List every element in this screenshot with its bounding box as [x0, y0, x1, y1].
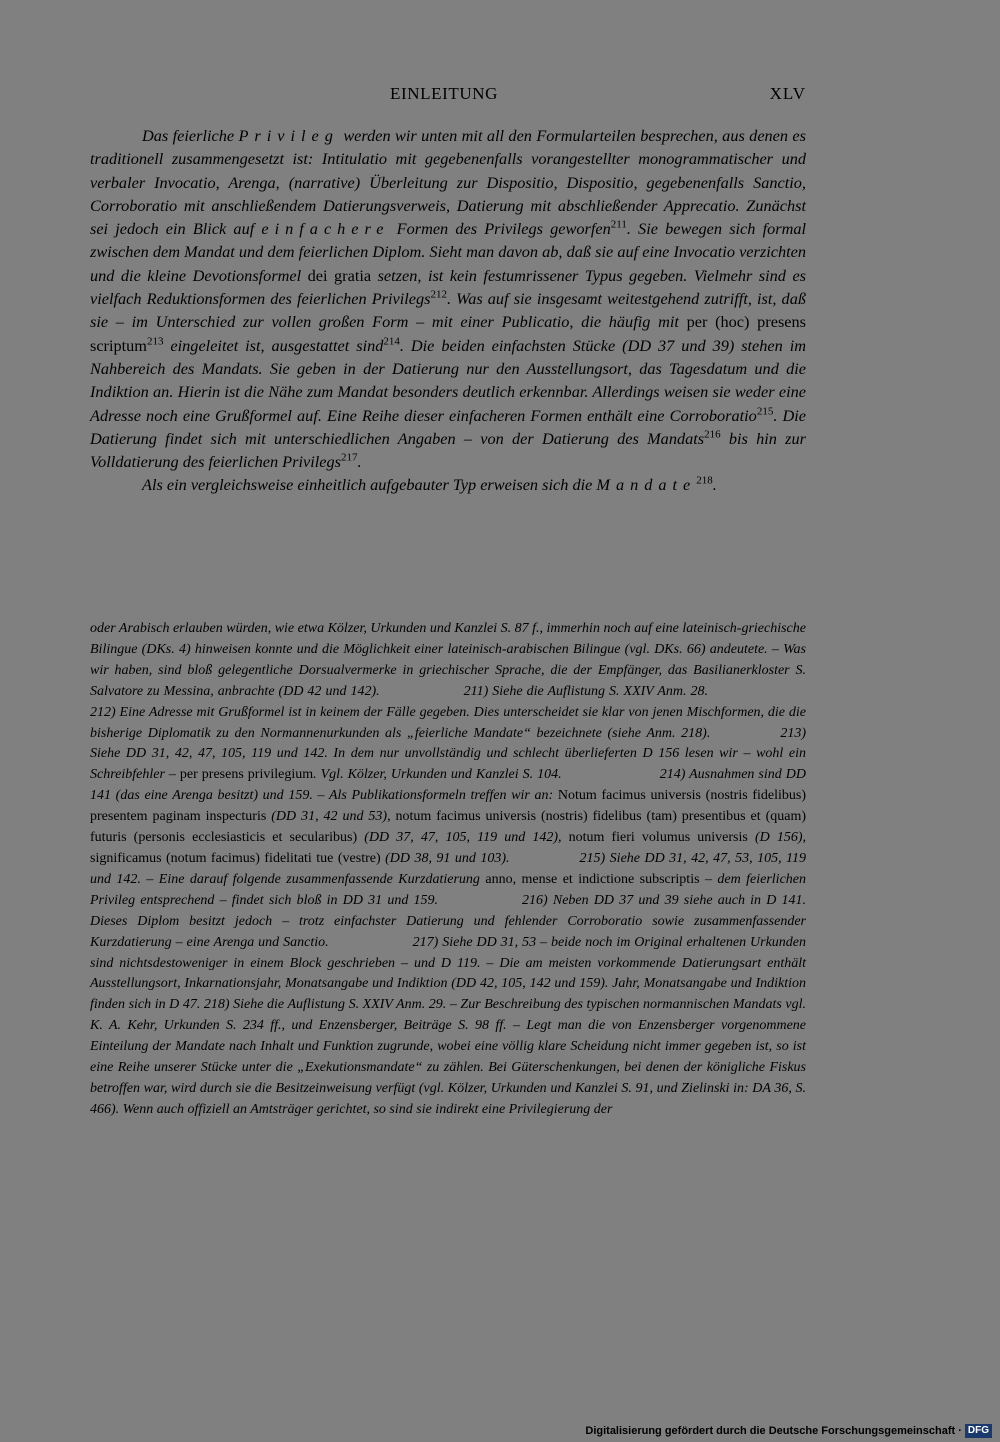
text-run: Formen des Privilegs geworfen — [389, 219, 611, 239]
spaced-term-privileg: Privileg — [238, 126, 339, 145]
text-run: (DD 37, 47, 105, 119 und 142), — [357, 830, 569, 846]
footnote-213: 213) Siehe DD 31, 42, 47, 105, 119 und 142. In dem nur unvollständig und schlecht überlieferten D 156 lesen wir – wohl ein Schreibfehler – — [90, 725, 806, 783]
latin-term: per (hoc) presens scriptum — [90, 312, 806, 355]
text-run: bis hin zur Volldatierung des feierlichen Privilegs — [90, 428, 806, 472]
footnote-block — [90, 619, 806, 1121]
footer-text: Digitalisierung gefördert durch die Deutsche Forschungsgemeinschaft · — [585, 1425, 962, 1437]
text-run: – dem feierlichen Privileg entsprechend – findet sich bloß in DD 31 und 159. — [90, 871, 807, 908]
footnote-214: 214) Ausnahmen sind DD 141 (das eine Arenga besitzt) und 159. – Als Publikationsformeln treffen wir an: — [90, 767, 807, 804]
footnote-212: 212) Eine Adresse mit Grußformel ist in keinem der Fälle gegeben. Dies unterscheidet sie klar von jenen Mischformen, die die bisherige Diplomatik zu den Normannenurkunden als „feierliche Mandate“ bezeichnete (siehe Anm. 218). — [90, 704, 806, 741]
footnotes — [90, 619, 806, 1121]
paragraph-1 — [90, 124, 806, 473]
footnote-211: 211) Siehe die Auflistung S. XXIV Anm. 28. — [463, 683, 709, 699]
running-title: EINLEITUNG — [390, 84, 498, 103]
footer-credit — [585, 1424, 992, 1438]
text-run: . — [357, 452, 362, 472]
text-run: . Die beiden einfachsten Stücke (DD 37 und 39) stehen im Nahbereich des Mandats. Sie geben in der Datierung nur den Ausstellungsort, das Tagesdatum und die Indiktion an. Hierin ist die Nähe zum Mandat besonders deutlich erkennbar. Allerdings weisen sie weder eine Adresse noch eine Grußformel auf. Eine Reihe dieser einfacheren Formen enthält eine Corroboratio — [90, 335, 807, 425]
spaced-term-einfachere: einfachere — [261, 219, 390, 239]
footnote-ref-213: 213 — [146, 335, 164, 348]
text-run: (DD 38, 91 und 103). — [380, 850, 510, 866]
latin-term: dei gratia — [307, 265, 372, 285]
main-text — [90, 124, 806, 497]
footnote-215: 215) Siehe DD 31, 42, 47, 53, 105, 119 und 142. – Eine darauf folgende zusammenfassende Kurzdatierung — [90, 850, 806, 887]
footnote-continuation: oder Arabisch erlauben würden, wie etwa Kölzer, Urkunden und Kanzlei S. 87 f., immerhin noch auf eine lateinisch-griechische Bilingue (DKs. 4) hinweisen konnte und die Möglichkeit einer lateinisch-arabischen Bilingue (vgl. DKs. 66) andeutete. – Was wir haben, sind bloß gelegentliche Dorsualvermerke in griechischer Sprache, die der Empfänger, das Basilianerkloster S. Salvatore zu Messina, anbrachte (DD 42 und 142). — [90, 621, 806, 699]
footnote-ref-215: 215 — [756, 405, 774, 418]
spaced-term-mandate: Mandate — [596, 475, 697, 495]
footnote-ref-217: 217 — [340, 451, 358, 464]
latin-term: notum facimus universis (nostris) fidelibus (tam) presentibus et (quam) futuris (personis ecclesiasticis et secularibus) — [90, 809, 806, 846]
text-run: werden wir unten mit all den Formularteilen besprechen, aus denen es traditionell zusammengesetzt ist: Intitulatio mit gegebenenfalls vorangestellter monogrammatischer und verbaler Invocatio, Arenga, (narrative) Überleitung zur Dispositio, Dispositio, gegebenenfalls Sanctio, Corroboratio mit anschließendem Datierungsverweis, Datierung mit abschließender Apprecatio. Zunächst sei jedoch ein Blick auf — [90, 126, 806, 239]
footnote-217: 217) Siehe DD 31, 53 – beide noch im Original erhaltenen Urkunden sind nichtsdestoweniger in einem Block geschrieben – und D 119. – Die am meisten vorkommende Datierungsart enthält Ausstellungsort, Inkarnationsjahr, Monatsangabe und Indiktion (DD 42, 105, 142 und 159). Jahr, Monatsangabe und Indiktion finden sich in D 47. — [90, 934, 806, 1013]
footnote-213-end: . Vgl. Kölzer, Urkunden und Kanzlei S. 104. — [313, 767, 562, 783]
footnote-ref-218: 218 — [696, 475, 713, 488]
text-run: setzen, ist kein festumrissener Typus gegeben. Vielmehr sind es vielfach Reduktionsformen des feierlichen Privilegs — [90, 265, 807, 309]
text-run: (D 156), — [747, 830, 807, 846]
dfg-logo: DFG — [965, 1424, 992, 1438]
text-run: . Was auf sie insgesamt weitestgehend zutrifft, ist, daß sie – im Unterschied zur vollen großen Form – mit einer Publicatio, die häufig mit — [90, 289, 806, 332]
footnote-ref-211: 211 — [610, 218, 627, 231]
text-run: eingeleitet ist, ausgestattet sind — [163, 335, 384, 355]
page-header — [90, 84, 806, 110]
paragraph-2 — [90, 473, 806, 496]
footnote-ref-216: 216 — [704, 428, 721, 441]
latin-term: anno, mense et indictione subscriptis — [485, 871, 700, 887]
text-run: Als ein vergleichsweise einheitlich aufgebauter Typ erweisen sich die — [142, 475, 597, 495]
text-run: . Sie bewegen sich formal zwischen dem Mandat und dem feierlichen Diplom. Sieht man davon ab, daß sie auf eine Invocatio verzichten und die kleine Devotionsformel — [90, 219, 807, 285]
latin-term: significamus (notum facimus) fidelitati tue (vestre) — [90, 850, 381, 866]
text-run: . Die Datierung findet sich mit unterschiedlichen Angaben – von der Datierung des Mandats — [90, 405, 807, 448]
text-run: Das feierliche — [142, 126, 239, 145]
footnote-216: 216) Neben DD 37 und 39 siehe auch in D 141. Dieses Diplom besitzt jedoch – trotz einfachster Datierung und fehlender Corroboratio sowie zusammenfassender Kurzdatierung – eine Arenga und Sanctio. — [90, 892, 806, 950]
text-run: (DD 31, 42 und 53), — [266, 809, 396, 825]
footnote-ref-214: 214 — [383, 335, 400, 348]
footnote-218: 218) Siehe die Auflistung S. XXIV Anm. 29. – Zur Beschreibung des typischen normannischen Mandats vgl. K. A. Kehr, Urkunden S. 234 ff., und Enzensberger, Beiträge S. 98 ff. – Legt man die von Enzensberger vorgenommene Einteilung der Mandate nach Inhalt und Funktion zugrunde, wobei eine völlig klare Scheidung nicht immer gegeben ist, so ist eine Reihe unserer Stücke unter die „Exekutionsmandate“ zu zählen. Bei Güterschenkungen, bei denen der königliche Fiskus betroffen war, wird durch sie die Besitzeinweisung verfügt (vgl. Kölzer, Urkunden und Kanzlei S. 91, und Zielinski in: DA 36, S. 466). Wenn auch offiziell an Amtsträger gerichtet, so sind sie indirekt eine Privilegierung der — [90, 997, 807, 1117]
latin-term: notum fieri volumus universis — [568, 830, 748, 846]
text-run: . — [712, 475, 717, 495]
latin-term: Notum facimus universis (nostris fidelibus) presentem paginam inspecturis — [90, 788, 806, 825]
page-number: XLV — [769, 84, 806, 103]
footnote-ref-212: 212 — [430, 288, 447, 301]
latin-term: per presens privilegium — [179, 767, 314, 783]
